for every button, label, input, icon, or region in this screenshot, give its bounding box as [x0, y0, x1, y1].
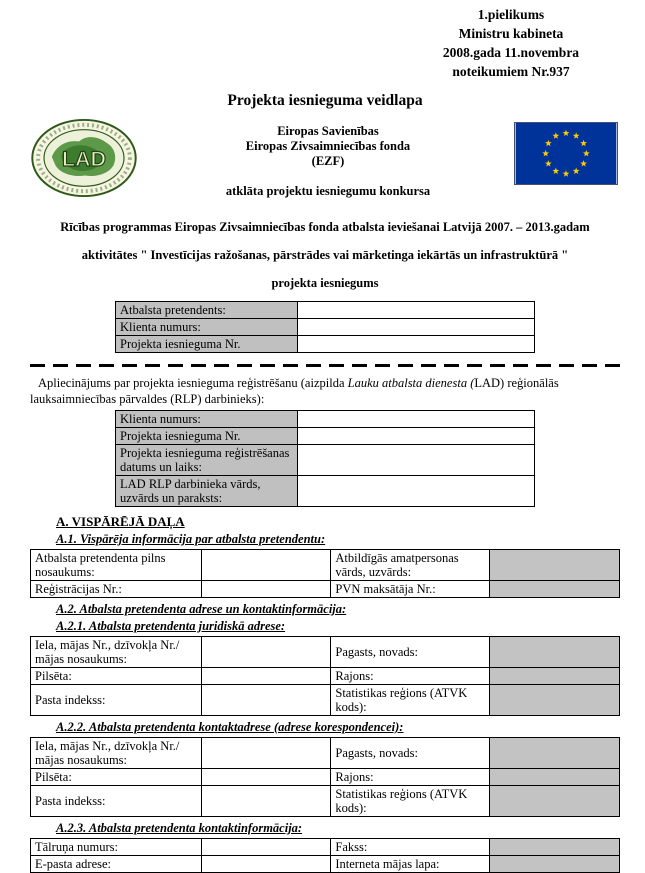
field-value[interactable]: [490, 786, 620, 817]
field-value[interactable]: [201, 685, 331, 716]
eu-flag: [514, 118, 620, 185]
field-value[interactable]: [298, 476, 535, 507]
table-row: [31, 786, 620, 817]
field-label: Iela, mājas Nr., dzīvokļa Nr./ mājas nosaukums:: [31, 738, 202, 769]
annex-reference: [402, 5, 620, 81]
table-row: [116, 336, 535, 353]
field-value[interactable]: [201, 581, 331, 598]
field-value[interactable]: [298, 336, 535, 353]
field-label: Reģistrācijas Nr.:: [31, 581, 202, 598]
field-label: Tālruņa numurs:: [31, 839, 202, 856]
field-label: Projekta iesnieguma Nr.: [116, 428, 298, 445]
field-value[interactable]: [490, 769, 620, 786]
field-value[interactable]: [298, 428, 535, 445]
fund-intro: [142, 118, 514, 199]
section-a-heading: A. VISPĀRĒJĀ DAĻA: [56, 514, 185, 529]
intro-line: Eiropas Savienības: [277, 124, 379, 138]
a22-table: [30, 737, 620, 817]
table-row: [116, 319, 535, 336]
field-value[interactable]: [298, 319, 535, 336]
field-label: Atbildīgās amatpersonas vārds, uzvārds:: [331, 550, 490, 581]
annex-line: Ministru kabineta: [458, 26, 564, 41]
field-value[interactable]: [490, 685, 620, 716]
field-label: Projekta iesnieguma Nr.: [116, 336, 298, 353]
field-value[interactable]: [490, 581, 620, 598]
a1-table: [30, 549, 620, 598]
field-value[interactable]: [201, 786, 331, 817]
field-label: Pasta indekss:: [31, 685, 202, 716]
section-a1-heading: A.1. Vispārēja informācija par atbalsta pretendentu:: [56, 532, 326, 546]
field-value[interactable]: [298, 411, 535, 428]
field-value[interactable]: [201, 839, 331, 856]
annex-line: noteikumiem Nr.937: [452, 64, 570, 79]
field-value[interactable]: [201, 856, 331, 873]
table-row: [116, 476, 535, 507]
field-value[interactable]: [201, 769, 331, 786]
field-value[interactable]: [490, 839, 620, 856]
field-value[interactable]: [201, 738, 331, 769]
field-value[interactable]: [490, 856, 620, 873]
field-value[interactable]: [201, 550, 331, 581]
field-label: Statistikas reģions (ATVK kods):: [331, 685, 490, 716]
field-label: Pagasts, novads:: [331, 637, 490, 668]
field-label: Interneta mājas lapa:: [331, 856, 490, 873]
table-row: [116, 445, 535, 476]
table-row: [31, 637, 620, 668]
field-label: Pagasts, novads:: [331, 738, 490, 769]
field-value[interactable]: [298, 445, 535, 476]
table-row: [31, 856, 620, 873]
field-label: Iela, mājas Nr., dzīvokļa Nr./ mājas nosaukums:: [31, 637, 202, 668]
field-label: Pilsēta:: [31, 769, 202, 786]
field-label: Pilsēta:: [31, 668, 202, 685]
annex-line: 2008.gada 11.novembra: [442, 45, 580, 60]
field-value[interactable]: [490, 637, 620, 668]
table-row: [31, 581, 620, 598]
table-row: [116, 411, 535, 428]
section-a2-heading: A.2. Atbalsta pretendenta adrese un kontaktinformācija:: [56, 602, 347, 616]
field-label: Klienta numurs:: [116, 411, 298, 428]
note-text: LAD) reģionālās lauksaimniecības pārvaldes (RLP) darbinieks):: [30, 376, 559, 406]
section-a22-heading: A.2.2. Atbalsta pretendenta kontaktadrese (adrese korespondencei):: [56, 720, 404, 734]
section-a23-heading: A.2.3. Atbalsta pretendenta kontaktinformācija:: [56, 821, 303, 835]
table-row: [31, 668, 620, 685]
activity-line: aktivitātes " Investīcijas ražošanas, pārstrādes vai mārketinga iekārtās un infrastruktūrā ": [81, 248, 569, 262]
field-label: Statistikas reģions (ATVK kods):: [331, 786, 490, 817]
field-label: Rajons:: [331, 769, 490, 786]
field-value[interactable]: [490, 738, 620, 769]
field-label: Fakss:: [331, 839, 490, 856]
lad-logo: [30, 118, 142, 203]
spacer: [142, 169, 514, 184]
intro-line: Eiropas Zivsaimniecības fonda: [245, 139, 411, 153]
field-value[interactable]: [490, 668, 620, 685]
logo-row: [30, 118, 620, 203]
field-label: Klienta numurs:: [116, 319, 298, 336]
programme-line: Rīcības programmas Eiropas Zivsaimniecības fonda atbalsta ieviešanai Latvijā 2007. – 2013.gadam: [60, 220, 590, 234]
registration-table: [115, 410, 535, 507]
intro-line: (EZF): [311, 154, 345, 168]
field-label: Atbalsta pretendenta pilns nosaukums:: [31, 550, 202, 581]
field-label: E-pasta adrese:: [31, 856, 202, 873]
field-value[interactable]: [201, 637, 331, 668]
table-row: [31, 685, 620, 716]
table-row: [31, 769, 620, 786]
table-row: [116, 428, 535, 445]
registration-note: [30, 376, 620, 407]
field-label: Projekta iesnieguma reģistrēšanas datums un laiks:: [116, 445, 298, 476]
contest-line: atklāta projektu iesniegumu konkursa: [225, 184, 431, 198]
field-label: PVN maksātāja Nr.:: [331, 581, 490, 598]
cut-line: [30, 364, 620, 367]
field-label: Rajons:: [331, 668, 490, 685]
field-value[interactable]: [298, 302, 535, 319]
table-row: [31, 550, 620, 581]
a23-table: [30, 838, 620, 873]
field-label: LAD RLP darbinieka vārds, uzvārds un paraksts:: [116, 476, 298, 507]
a21-table: [30, 636, 620, 716]
annex-line: 1.pielikums: [477, 7, 545, 22]
field-label: Atbalsta pretendents:: [116, 302, 298, 319]
document-title: Projekta iesnieguma veidlapa: [227, 92, 423, 109]
section-a21-heading: A.2.1. Atbalsta pretendenta juridiskā adrese:: [56, 619, 286, 633]
table-row: [116, 302, 535, 319]
applicant-table: [115, 301, 535, 353]
lad-logo-text: LAD: [61, 146, 107, 171]
field-value[interactable]: [201, 668, 331, 685]
application-line: projekta iesniegums: [271, 276, 379, 290]
note-text-italic: Lauku atbalsta dienesta (: [347, 376, 475, 390]
table-row: [31, 738, 620, 769]
field-value[interactable]: [490, 550, 620, 581]
note-text: Apliecinājums par projekta iesnieguma reģistrēšanu (aizpilda: [38, 376, 348, 390]
field-label: Pasta indekss:: [31, 786, 202, 817]
table-row: [31, 839, 620, 856]
